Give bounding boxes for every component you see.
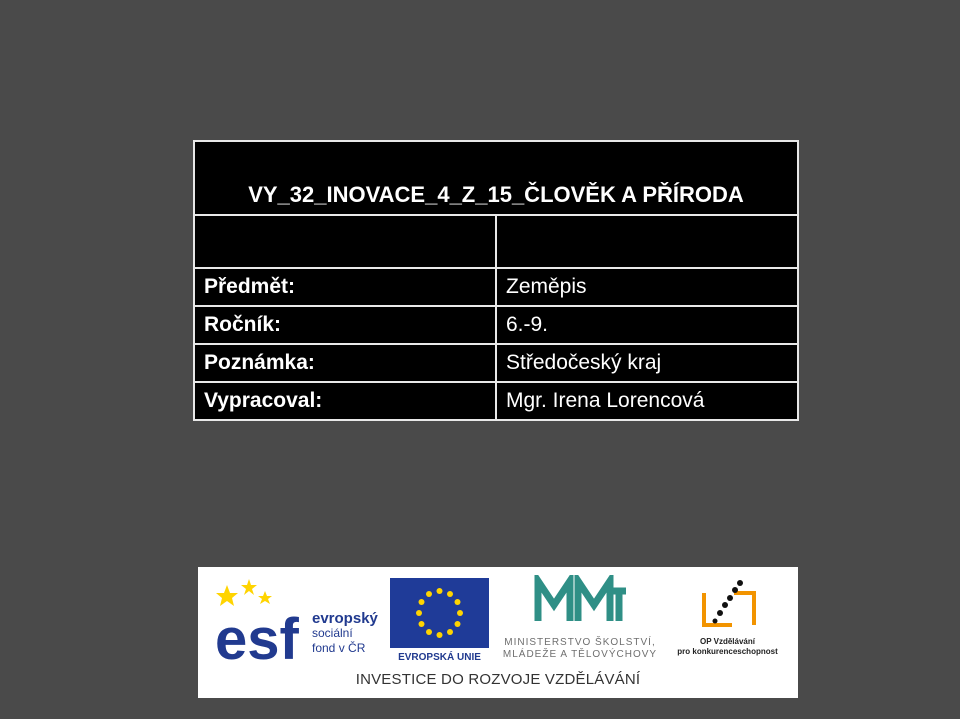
esf-emblem-icon: [215, 577, 310, 663]
esf-line: sociální: [312, 626, 353, 640]
blank-cell: [194, 215, 496, 268]
op-logo: [670, 575, 785, 665]
info-table: [193, 140, 799, 421]
op-line: OP Vzdělávání: [700, 637, 755, 646]
blank-cell: [496, 215, 798, 268]
msmt-logo: [494, 575, 666, 665]
info-row-note: [194, 344, 798, 382]
eu-label: EVROPSKÁ UNIE: [398, 652, 481, 663]
info-row-author: [194, 382, 798, 420]
title-row: [194, 141, 798, 215]
esf-letters: esf: [215, 607, 299, 663]
msmt-label: [494, 637, 666, 661]
msmt-line: MINISTERSTVO ŠKOLSTVÍ,: [504, 637, 656, 648]
row-label: Vypracoval:: [194, 382, 496, 420]
footer-slogan: INVESTICE DO ROZVOJE VZDĚLÁVÁNÍ: [355, 671, 641, 688]
row-label: Ročník:: [194, 306, 496, 344]
esf-line: evropský: [312, 610, 378, 627]
row-value: Zeměpis: [496, 268, 798, 306]
info-row-subject: [194, 268, 798, 306]
esf-logo: [215, 577, 385, 663]
row-value: Mgr. Irena Lorencová: [496, 382, 798, 420]
row-value: Středočeský kraj: [496, 344, 798, 382]
row-value: 6.-9.: [496, 306, 798, 344]
row-label: Předmět:: [194, 268, 496, 306]
esf-line: fond v ČR: [312, 641, 366, 655]
eu-logo: [390, 578, 489, 662]
op-label: [670, 637, 785, 657]
info-row-grade: [194, 306, 798, 344]
msmt-emblem-icon: [494, 575, 666, 635]
row-label: Poznámka:: [194, 344, 496, 382]
op-emblem-icon: [670, 575, 785, 635]
esf-text: [312, 611, 378, 656]
op-line: pro konkurenceschopnost: [677, 647, 778, 656]
document-title: VY_32_INOVACE_4_Z_15_ČLOVĚK A PŘÍRODA: [194, 141, 798, 215]
blank-row: [194, 215, 798, 268]
msmt-line: MLÁDEŽE A TĚLOVÝCHOVY: [502, 649, 658, 660]
eu-flag-icon: [390, 578, 489, 648]
logo-bar: [198, 567, 798, 698]
